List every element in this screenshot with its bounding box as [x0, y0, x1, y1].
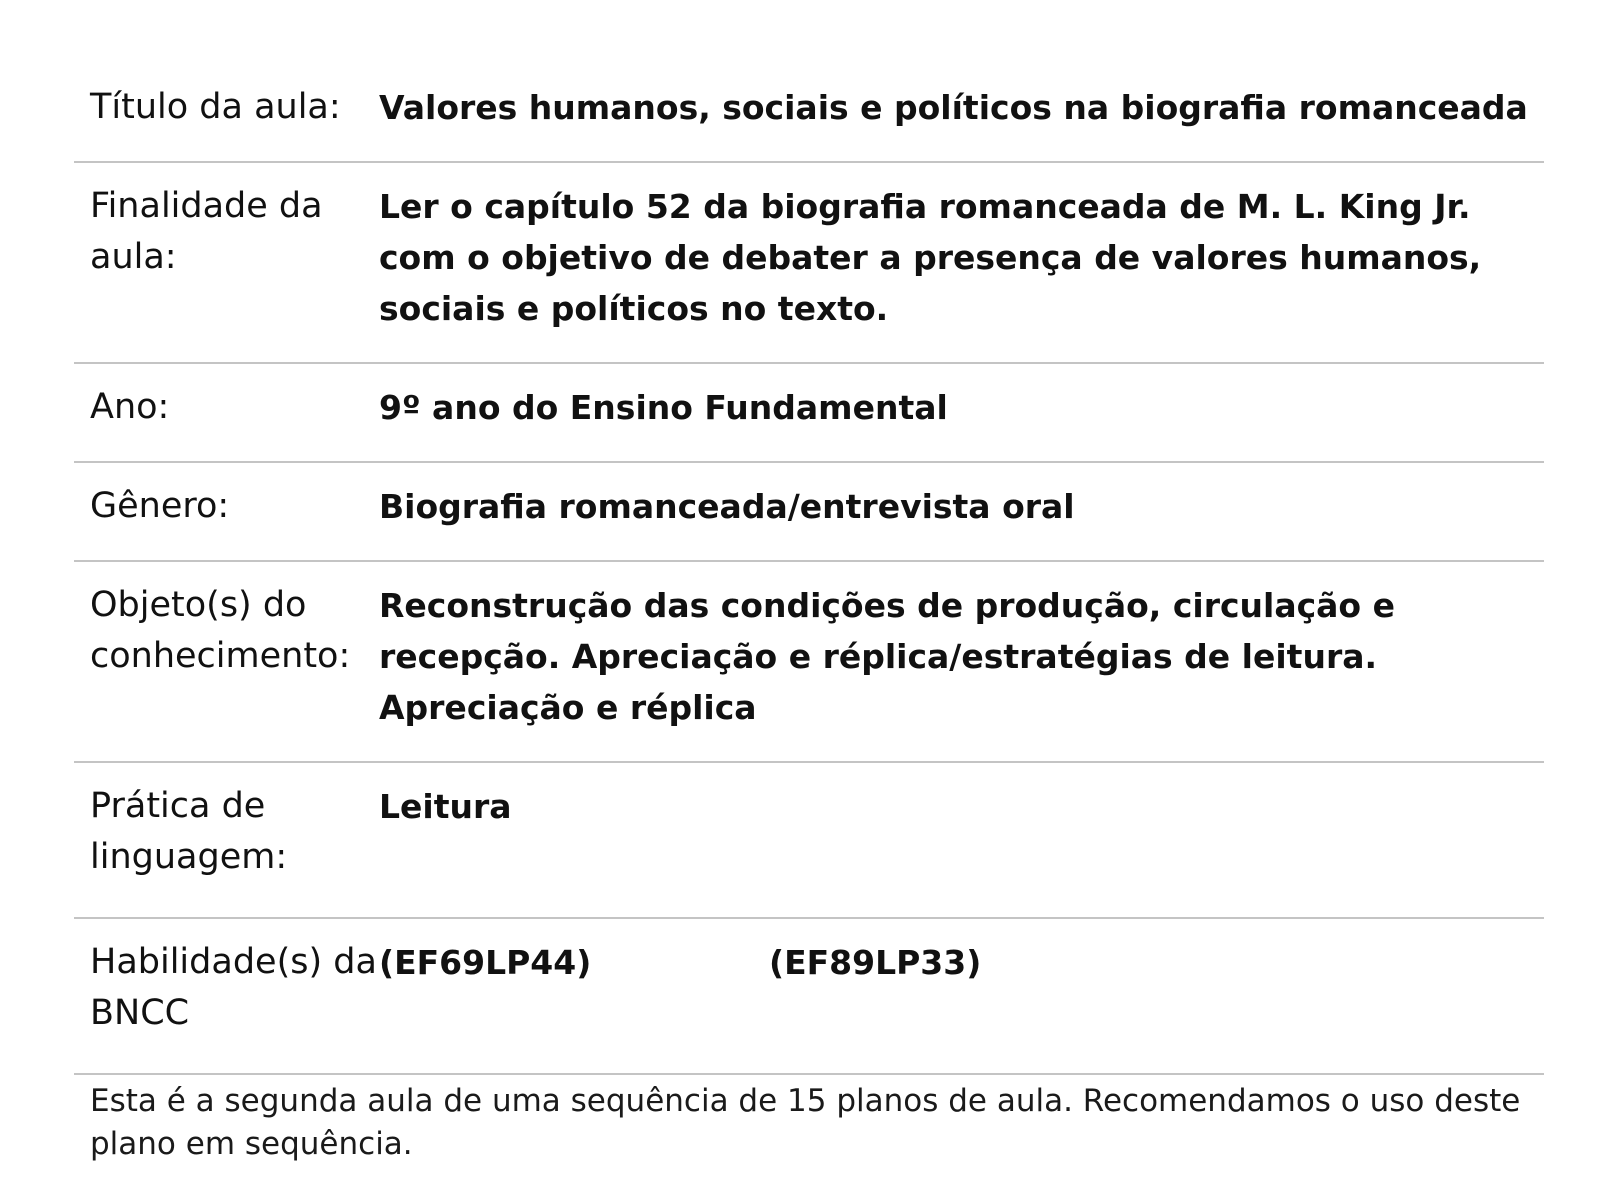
bncc-code-ef69lp44: (EF69LP44)	[379, 943, 592, 982]
bncc-skills-codes	[379, 937, 1544, 1039]
row-genre	[74, 463, 1544, 562]
knowledge-objects-value: Reconstrução das condições de produção, circulação e recepção. Apreciação e réplica/estratégias de leitura. Apreciação e réplica	[379, 586, 1395, 727]
bncc-skills-label: Habilidade(s) da BNCC	[90, 942, 377, 1033]
language-practice-label: Prática de linguagem:	[90, 786, 288, 877]
row-lesson-purpose	[74, 163, 1544, 364]
genre-value: Biografia romanceada/entrevista oral	[379, 487, 1075, 526]
lesson-purpose-value: Ler o capítulo 52 da biografia romanceada de M. L. King Jr. com o objetivo de debater a presença de valores humanos, sociais e políticos no texto.	[379, 187, 1482, 328]
row-language-practice	[74, 763, 1544, 919]
bncc-code-ef89lp33: (EF89LP33)	[769, 943, 982, 982]
lesson-title-value: Valores humanos, sociais e políticos na biografia romanceada	[379, 88, 1528, 127]
row-lesson-title	[74, 60, 1544, 163]
sequence-note: Esta é a segunda aula de uma sequência de 15 planos de aula. Recomendamos o uso deste plano em sequência.	[90, 1083, 1521, 1162]
row-school-year	[74, 364, 1544, 463]
lesson-title-label: Título da aula:	[90, 87, 341, 127]
lesson-purpose-label: Finalidade da aula:	[90, 186, 323, 277]
genre-label: Gênero:	[90, 486, 230, 526]
school-year-label: Ano:	[90, 387, 170, 427]
school-year-value: 9º ano do Ensino Fundamental	[379, 388, 948, 427]
lesson-info-table	[74, 60, 1544, 1075]
knowledge-objects-label: Objeto(s) do conhecimento:	[90, 585, 351, 676]
language-practice-value: Leitura	[379, 787, 512, 826]
row-bncc-skills	[74, 919, 1544, 1075]
row-knowledge-objects	[74, 562, 1544, 763]
